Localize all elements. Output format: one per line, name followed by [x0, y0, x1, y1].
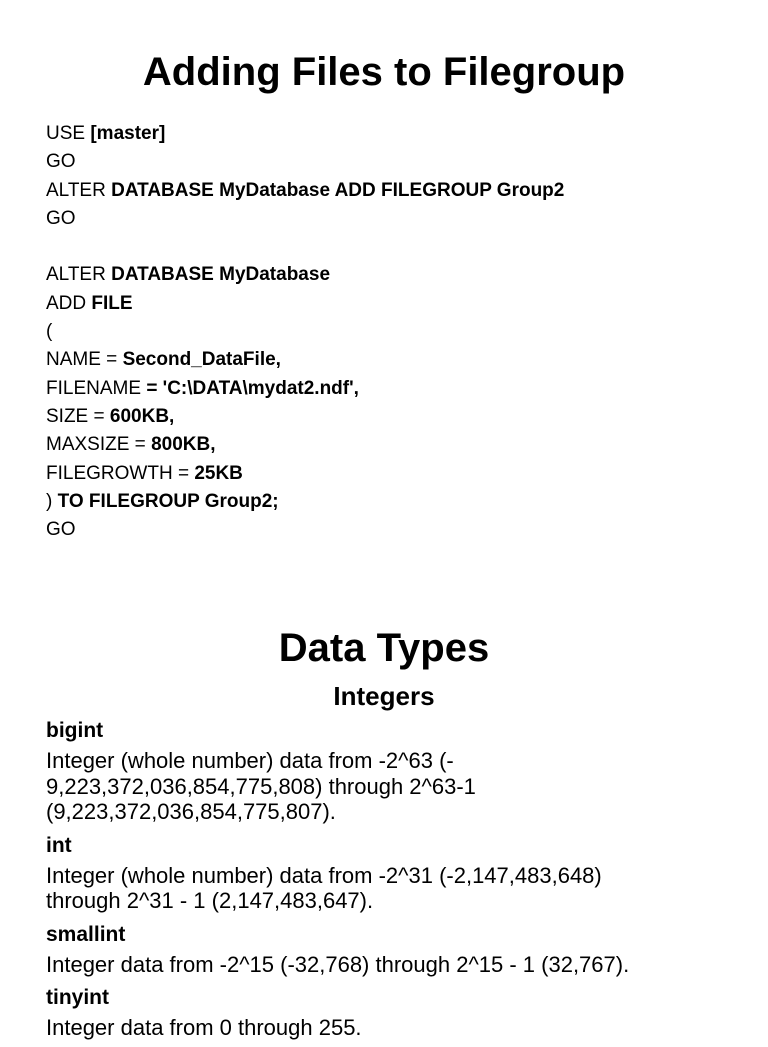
code-text: USE — [46, 123, 91, 144]
code-text: MAXSIZE = — [46, 434, 152, 456]
type-entry-tinyint — [46, 983, 746, 1041]
data-types-list — [46, 716, 746, 1047]
code-text: GO — [46, 519, 76, 541]
code-line — [46, 431, 746, 459]
code-keyword-bold: FILE — [91, 292, 133, 314]
type-name: smallint — [46, 922, 126, 946]
code-keyword-bold: Second_DataFile, — [122, 349, 281, 371]
code-text: ALTER — [46, 264, 112, 286]
code-text: GO — [46, 151, 76, 173]
code-line — [46, 261, 746, 289]
code-line — [46, 375, 746, 403]
code-keyword-bold: = 'C:\DATA\mydat2.ndf', — [146, 377, 359, 399]
code-line — [46, 233, 746, 261]
code-line — [46, 120, 746, 148]
code-text: FILEGROWTH = — [46, 462, 195, 484]
code-keyword-bold: 600KB, — [109, 405, 175, 427]
code-keyword-bold: DATABASE MyDatabase ADD FILEGROUP Group2 — [111, 179, 565, 201]
type-name: bigint — [46, 719, 104, 742]
slide-title-adding-files: Adding Files to Filegroup — [142, 50, 626, 94]
code-keyword-bold: DATABASE MyDatabase — [111, 264, 331, 286]
slide-title-data-types: Data Types — [278, 626, 490, 670]
code-keyword-bold: 25KB — [194, 462, 243, 484]
type-entry-int — [46, 831, 746, 914]
code-line — [46, 488, 746, 516]
code-line — [46, 177, 746, 205]
code-text: ADD — [46, 292, 92, 314]
code-text: SIZE = — [46, 405, 110, 427]
code-text: GO — [46, 207, 76, 229]
code-line — [46, 290, 746, 318]
type-description: Integer (whole number) data from -2^31 (-2,147,483,648) through 2^31 - 1 (2,147,483,647). — [46, 862, 602, 913]
code-line — [46, 403, 746, 431]
code-text: NAME = — [46, 349, 123, 371]
sql-code-block — [46, 120, 746, 544]
type-description: Integer data from -2^15 (-32,768) through 2^15 - 1 (32,767). — [46, 951, 630, 977]
type-name: tinyint — [46, 986, 109, 1009]
code-line — [46, 205, 746, 233]
section-subtitle-integers: Integers — [333, 681, 435, 711]
type-description: Integer data from 0 through 255. — [46, 1015, 362, 1040]
code-text: ( — [46, 321, 53, 343]
code-line — [46, 516, 746, 544]
code-text: FILENAME — [46, 377, 147, 399]
code-keyword-bold: [master] — [90, 123, 166, 144]
type-description: Integer (whole number) data from -2^63 (- 9,223,372,036,854,775,808) through 2^63-1 (9,223,372,036,854,775,807). — [46, 748, 476, 824]
code-line — [46, 346, 746, 374]
code-keyword-bold: 800KB, — [151, 434, 216, 456]
type-entry-smallint — [46, 920, 746, 978]
code-line — [46, 318, 746, 346]
code-text: ) — [46, 490, 58, 512]
code-line — [46, 460, 746, 488]
type-name: int — [46, 833, 72, 857]
code-text: ALTER — [46, 179, 112, 201]
code-line — [46, 148, 746, 176]
type-entry-bigint — [46, 716, 746, 825]
code-keyword-bold: TO FILEGROUP Group2; — [57, 490, 279, 512]
